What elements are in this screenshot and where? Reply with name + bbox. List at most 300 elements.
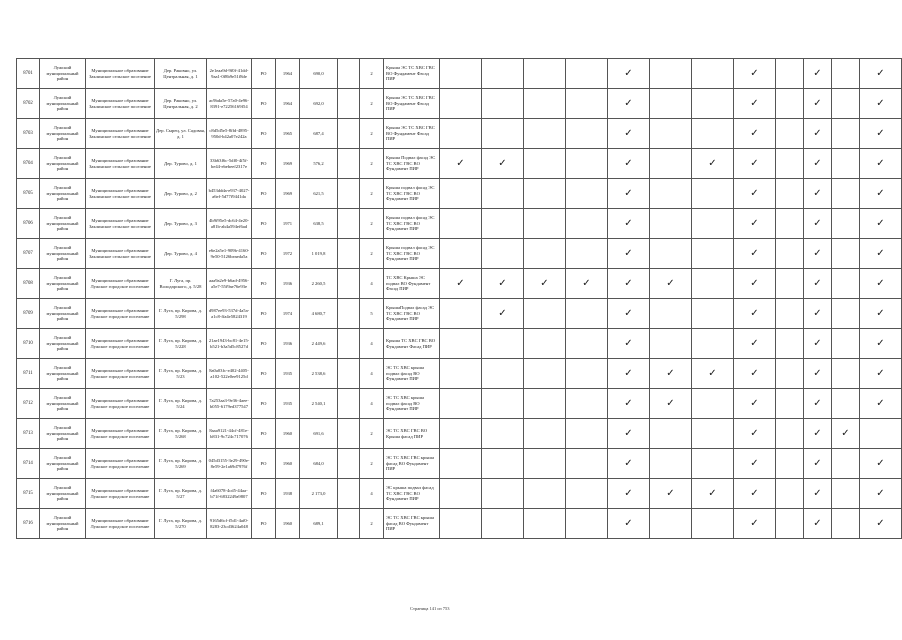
area-cell: 2 173,0 [300,479,338,509]
settlement-cell: Муниципальное образование Заклинское сельское поселение [86,209,155,239]
guid-cell: 33b63f6c-5df0-4f5f-be44-ebebeef2317e [207,149,252,179]
check-mark-icon: ✓ [608,389,650,419]
empty-check-cell [524,479,566,509]
empty-check-cell [440,389,482,419]
empty-cell [338,149,360,179]
check-mark-icon: ✓ [482,149,524,179]
empty-check-cell [650,59,692,89]
check-mark-icon: ✓ [692,479,734,509]
works-cell: ЭС ТС ХВС ГВС крыша фасад ВО Фундамент ПИР [384,449,440,479]
empty-cell [338,329,360,359]
empty-cell [338,239,360,269]
empty-check-cell [440,509,482,539]
area-cell: 692,0 [300,89,338,119]
area-cell: 2 540,1 [300,389,338,419]
empty-check-cell [482,89,524,119]
empty-check-cell [832,119,860,149]
check-mark-icon: ✓ [804,419,832,449]
check-mark-icon: ✓ [860,269,902,299]
area-cell: 621,5 [300,179,338,209]
row-number: 8701 [17,59,40,89]
type-cell: РО [252,149,276,179]
table-row [17,89,902,119]
row-number: 8706 [17,209,40,239]
empty-check-cell [440,479,482,509]
check-mark-icon: ✓ [566,269,608,299]
empty-check-cell [482,449,524,479]
empty-cell [338,509,360,539]
empty-check-cell [650,239,692,269]
empty-check-cell [692,509,734,539]
empty-check-cell [832,359,860,389]
guid-cell: b453ddda-e937-4027-a6ef-5d77f9441da [207,179,252,209]
works-cell: КрышаПодвал фасад ЭС ТС ХВС ГВС ВО Фундамент ПИР [384,299,440,329]
check-mark-icon: ✓ [608,419,650,449]
empty-check-cell [692,239,734,269]
check-mark-icon: ✓ [860,449,902,479]
works-cell: ЭС крыша подвал фасад ТС ХВС ГВС ВО Фундамент ПИР [384,479,440,509]
empty-check-cell [650,119,692,149]
check-mark-icon: ✓ [804,329,832,359]
settlement-cell: Муниципальное образование Лужское городское поселение [86,449,155,479]
district-cell: Лужский муниципальный район [40,449,86,479]
address-cell: Дер. Раковно, ул. Центральная, д. 1 [155,59,207,89]
check-mark-icon: ✓ [860,329,902,359]
empty-check-cell [832,269,860,299]
table-row [17,209,902,239]
check-mark-icon: ✓ [860,89,902,119]
row-number: 8713 [17,419,40,449]
check-mark-icon: ✓ [804,359,832,389]
empty-check-cell [566,179,608,209]
guid-cell: aaa9a2e9-b6ad-4956-a5e7-55f9ae76e93e [207,269,252,299]
check-mark-icon: ✓ [734,419,776,449]
empty-check-cell [860,419,902,449]
check-mark-icon: ✓ [734,299,776,329]
check-mark-icon: ✓ [804,59,832,89]
empty-check-cell [832,509,860,539]
check-mark-icon: ✓ [860,479,902,509]
guid-cell: c8d5d5e5-8ffd-4895-950d-b42a07e242a [207,119,252,149]
floors-cell: 2 [360,149,384,179]
works-cell: Крыша подвал фасад ЭС ТС ХВС ГВС ВО Фундамент ПИР [384,239,440,269]
check-mark-icon: ✓ [804,449,832,479]
district-cell: Лужский муниципальный район [40,359,86,389]
year-cell: 1960 [276,509,300,539]
empty-check-cell [482,359,524,389]
address-cell: Г. Луга, пр. Кирова, д. 5/298 [155,299,207,329]
buildings-table [16,58,902,539]
check-mark-icon: ✓ [734,329,776,359]
settlement-cell: Муниципальное образование Заклинское сельское поселение [86,59,155,89]
check-mark-icon: ✓ [608,239,650,269]
empty-check-cell [650,179,692,209]
empty-check-cell [692,269,734,299]
table-row [17,419,902,449]
table-row [17,509,902,539]
works-cell: Крыша ЭС ТС ХВС ГВС ВО Фундамент Фасад ПИР [384,119,440,149]
check-mark-icon: ✓ [440,149,482,179]
check-mark-icon: ✓ [804,269,832,299]
empty-check-cell [692,179,734,209]
address-cell: Г. Луга, пр. Кирова, д. 5/270 [155,509,207,539]
check-mark-icon: ✓ [692,359,734,389]
type-cell: РО [252,269,276,299]
check-mark-icon: ✓ [832,419,860,449]
works-cell: ЭС ТС ХВС ГВС крыша фасад ВО Фундамент ПИР [384,509,440,539]
table-row [17,119,902,149]
empty-check-cell [482,239,524,269]
district-cell: Лужский муниципальный район [40,299,86,329]
address-cell: Дер. Сырец, ул. Садовая, д. 1 [155,119,207,149]
floors-cell: 5 [360,299,384,329]
guid-cell: 9165d6cf-f5d1-4af0-8283-23cd3624a048 [207,509,252,539]
empty-check-cell [776,509,804,539]
empty-cell [338,299,360,329]
empty-check-cell [482,209,524,239]
empty-check-cell [776,359,804,389]
check-mark-icon: ✓ [734,239,776,269]
guid-cell: d987ee93-537d-4a5a-a1c8-ffa4e5824319 [207,299,252,329]
check-mark-icon: ✓ [650,389,692,419]
table-row [17,239,902,269]
type-cell: РО [252,479,276,509]
check-mark-icon: ✓ [860,149,902,179]
check-mark-icon: ✓ [734,479,776,509]
empty-check-cell [566,209,608,239]
works-cell: ЭС ТС ХВС крыша подвал фасад ВО Фундамент ПИР [384,359,440,389]
check-mark-icon: ✓ [734,89,776,119]
area-cell: 2 538,6 [300,359,338,389]
empty-check-cell [566,239,608,269]
check-mark-icon: ✓ [608,449,650,479]
guid-cell: 8a0a03fc-e402-4405-a102-522e0ee9125d [207,359,252,389]
empty-check-cell [440,329,482,359]
empty-check-cell [566,419,608,449]
empty-check-cell [524,239,566,269]
check-mark-icon: ✓ [734,269,776,299]
check-mark-icon: ✓ [608,479,650,509]
empty-check-cell [566,89,608,119]
empty-check-cell [776,449,804,479]
year-cell: 1960 [276,449,300,479]
empty-cell [338,389,360,419]
check-mark-icon: ✓ [608,59,650,89]
empty-check-cell [692,89,734,119]
empty-check-cell [692,209,734,239]
address-cell: Дер. Турово, д. 2 [155,179,207,209]
works-cell: Крыша Подвал фасад ЭС ТС ХВС ГВС ВО Фундамент ПИР [384,149,440,179]
empty-cell [338,209,360,239]
settlement-cell: Муниципальное образование Заклинское сельское поселение [86,239,155,269]
address-cell: Г. Луга, пр. Кирова, д. 5/23 [155,359,207,389]
empty-check-cell [524,299,566,329]
check-mark-icon: ✓ [608,209,650,239]
empty-cell [338,479,360,509]
empty-check-cell [692,329,734,359]
table-row [17,299,902,329]
empty-cell [338,59,360,89]
empty-check-cell [776,119,804,149]
address-cell: Дер. Турово, д. 4 [155,239,207,269]
table-row [17,329,902,359]
address-cell: Г. Луга, пр. Кирова, д. 5/228 [155,329,207,359]
check-mark-icon: ✓ [804,509,832,539]
empty-check-cell [776,179,804,209]
empty-check-cell [776,59,804,89]
empty-check-cell [566,359,608,389]
address-cell: Дер. Раковно, ул. Центральная, д. 2 [155,89,207,119]
area-cell: 1 019,8 [300,239,338,269]
district-cell: Лужский муниципальный район [40,179,86,209]
empty-check-cell [650,149,692,179]
guid-cell: ac9bda5e-57a0-4e96-8391-e72256169f54 [207,89,252,119]
empty-check-cell [524,89,566,119]
empty-check-cell [482,419,524,449]
district-cell: Лужский муниципальный район [40,239,86,269]
empty-cell [338,449,360,479]
empty-check-cell [566,119,608,149]
check-mark-icon: ✓ [734,389,776,419]
empty-check-cell [832,389,860,419]
row-number: 8712 [17,389,40,419]
area-cell: 2 260,5 [300,269,338,299]
guid-cell: e6e2a5e1-909b-4160-9e50-5126beaeda5a [207,239,252,269]
guid-cell: 4b9f95e5-dc64-4e20-a81b-ab4a594ef6ad [207,209,252,239]
empty-check-cell [440,209,482,239]
floors-cell: 2 [360,179,384,209]
empty-check-cell [440,59,482,89]
empty-cell [338,359,360,389]
year-cell: 1936 [276,329,300,359]
empty-check-cell [524,329,566,359]
row-number: 8705 [17,179,40,209]
year-cell: 1969 [276,179,300,209]
check-mark-icon: ✓ [860,359,902,389]
empty-check-cell [524,179,566,209]
year-cell: 1935 [276,359,300,389]
check-mark-icon: ✓ [524,269,566,299]
empty-check-cell [524,389,566,419]
empty-check-cell [440,359,482,389]
district-cell: Лужский муниципальный район [40,479,86,509]
row-number: 8702 [17,89,40,119]
empty-cell [338,119,360,149]
floors-cell: 2 [360,119,384,149]
check-mark-icon: ✓ [804,119,832,149]
empty-check-cell [776,209,804,239]
empty-check-cell [440,89,482,119]
empty-check-cell [832,449,860,479]
works-cell: ТС ХВС Крыша ЭС подвал ВО Фундамент Фасад ПИР [384,269,440,299]
empty-check-cell [650,329,692,359]
area-cell: 576,2 [300,149,338,179]
row-number: 8710 [17,329,40,359]
works-cell: Крыша подвал фасад ЭС ТС ХВС ГВС ВО Фундамент ПИР [384,209,440,239]
check-mark-icon: ✓ [482,269,524,299]
year-cell: 1971 [276,209,300,239]
settlement-cell: Муниципальное образование Лужское городское поселение [86,479,155,509]
address-cell: Г. Луга, пр. Кирова, д. 5/269 [155,449,207,479]
empty-check-cell [440,119,482,149]
row-number: 8716 [17,509,40,539]
works-cell: ЭС ТС ХВС крыша подвал фасад ВО Фундамент ПИР [384,389,440,419]
page-footer: Страница 141 из 753 [410,606,450,611]
works-cell: Крыша подвал фасад ЭС ТС ХВС ГВС ВО Фундамент ПИР [384,179,440,209]
type-cell: РО [252,299,276,329]
table-row [17,479,902,509]
table-row [17,149,902,179]
empty-check-cell [650,449,692,479]
guid-cell: 21ae1943-bc81-4e15-b521-b3a5d5c8527d [207,329,252,359]
empty-check-cell [566,479,608,509]
district-cell: Лужский муниципальный район [40,119,86,149]
floors-cell: 2 [360,89,384,119]
empty-check-cell [832,329,860,359]
check-mark-icon: ✓ [650,479,692,509]
area-cell: 638,5 [300,209,338,239]
type-cell: РО [252,329,276,359]
empty-check-cell [832,479,860,509]
empty-check-cell [524,59,566,89]
guid-cell: 7a253aa3-9e36-4aee-b055-6179ed377547 [207,389,252,419]
type-cell: РО [252,59,276,89]
settlement-cell: Муниципальное образование Лужское городское поселение [86,329,155,359]
empty-check-cell [832,59,860,89]
table-row [17,59,902,89]
check-mark-icon: ✓ [734,359,776,389]
works-cell: Крыша ТС ХВС ГВС ВО Фундамент Фасад ПИР [384,329,440,359]
empty-check-cell [566,59,608,89]
works-cell: Крыша ЭС ТС ХВС ГВС ВО Фундамент Фасад ПИР [384,89,440,119]
check-mark-icon: ✓ [804,299,832,329]
empty-check-cell [776,239,804,269]
works-cell: ЭС ТС ХВС ГВС ВО Крыша фасад ПИР [384,419,440,449]
year-cell: 1972 [276,239,300,269]
empty-check-cell [524,149,566,179]
empty-check-cell [776,89,804,119]
district-cell: Лужский муниципальный район [40,209,86,239]
empty-check-cell [776,269,804,299]
type-cell: РО [252,119,276,149]
check-mark-icon: ✓ [608,299,650,329]
empty-check-cell [524,359,566,389]
check-mark-icon: ✓ [804,239,832,269]
floors-cell: 4 [360,389,384,419]
area-cell: 2 449,6 [300,329,338,359]
empty-check-cell [440,419,482,449]
floors-cell: 4 [360,329,384,359]
district-cell: Лужский муниципальный район [40,509,86,539]
table-row [17,179,902,209]
table-row [17,449,902,479]
empty-check-cell [832,89,860,119]
year-cell: 1964 [276,89,300,119]
type-cell: РО [252,179,276,209]
check-mark-icon: ✓ [804,149,832,179]
address-cell: Г. Луга, пр. Кирова, д. 5/268 [155,419,207,449]
row-number: 8707 [17,239,40,269]
settlement-cell: Муниципальное образование Заклинское сельское поселение [86,89,155,119]
type-cell: РО [252,509,276,539]
empty-check-cell [692,419,734,449]
year-cell: 1936 [276,269,300,299]
row-number: 8715 [17,479,40,509]
district-cell: Лужский муниципальный район [40,59,86,89]
empty-check-cell [482,179,524,209]
empty-check-cell [482,509,524,539]
check-mark-icon: ✓ [734,59,776,89]
empty-check-cell [776,479,804,509]
empty-check-cell [650,509,692,539]
check-mark-icon: ✓ [860,239,902,269]
year-cell: 1969 [276,149,300,179]
check-mark-icon: ✓ [608,149,650,179]
row-number: 8709 [17,299,40,329]
check-mark-icon: ✓ [692,149,734,179]
type-cell: РО [252,239,276,269]
empty-check-cell [566,509,608,539]
area-cell: 690,0 [300,59,338,89]
area-cell: 4 680,7 [300,299,338,329]
empty-check-cell [524,509,566,539]
empty-check-cell [692,389,734,419]
address-cell: Г. Луга, пр. Володарского, д. 5/28 [155,269,207,299]
check-mark-icon: ✓ [608,329,650,359]
check-mark-icon: ✓ [734,449,776,479]
empty-check-cell [440,239,482,269]
empty-check-cell [650,299,692,329]
empty-check-cell [482,119,524,149]
empty-check-cell [524,209,566,239]
check-mark-icon: ✓ [860,389,902,419]
check-mark-icon: ✓ [860,59,902,89]
guid-cell: 8aaa9121-44cf-481e-b831-9c724c717076 [207,419,252,449]
empty-check-cell [566,389,608,419]
empty-check-cell [776,299,804,329]
empty-check-cell [524,419,566,449]
floors-cell: 2 [360,449,384,479]
type-cell: РО [252,359,276,389]
row-number: 8708 [17,269,40,299]
floors-cell: 2 [360,419,384,449]
empty-cell [338,269,360,299]
check-mark-icon: ✓ [860,209,902,239]
check-mark-icon: ✓ [650,359,692,389]
check-mark-icon: ✓ [860,119,902,149]
empty-check-cell [566,299,608,329]
empty-check-cell [566,329,608,359]
guid-cell: 045d3155-3e29-490e-8e59-2e1a69d7976f [207,449,252,479]
check-mark-icon: ✓ [804,479,832,509]
check-mark-icon: ✓ [608,359,650,389]
year-cell: 1935 [276,389,300,419]
floors-cell: 4 [360,269,384,299]
district-cell: Лужский муниципальный район [40,269,86,299]
empty-check-cell [482,329,524,359]
area-cell: 684,0 [300,449,338,479]
row-number: 8703 [17,119,40,149]
empty-check-cell [524,449,566,479]
settlement-cell: Муниципальное образование Лужское городское поселение [86,509,155,539]
row-number: 8711 [17,359,40,389]
settlement-cell: Муниципальное образование Лужское городское поселение [86,359,155,389]
check-mark-icon: ✓ [734,119,776,149]
empty-check-cell [776,329,804,359]
year-cell: 1960 [276,419,300,449]
table-row [17,269,902,299]
check-mark-icon: ✓ [860,179,902,209]
